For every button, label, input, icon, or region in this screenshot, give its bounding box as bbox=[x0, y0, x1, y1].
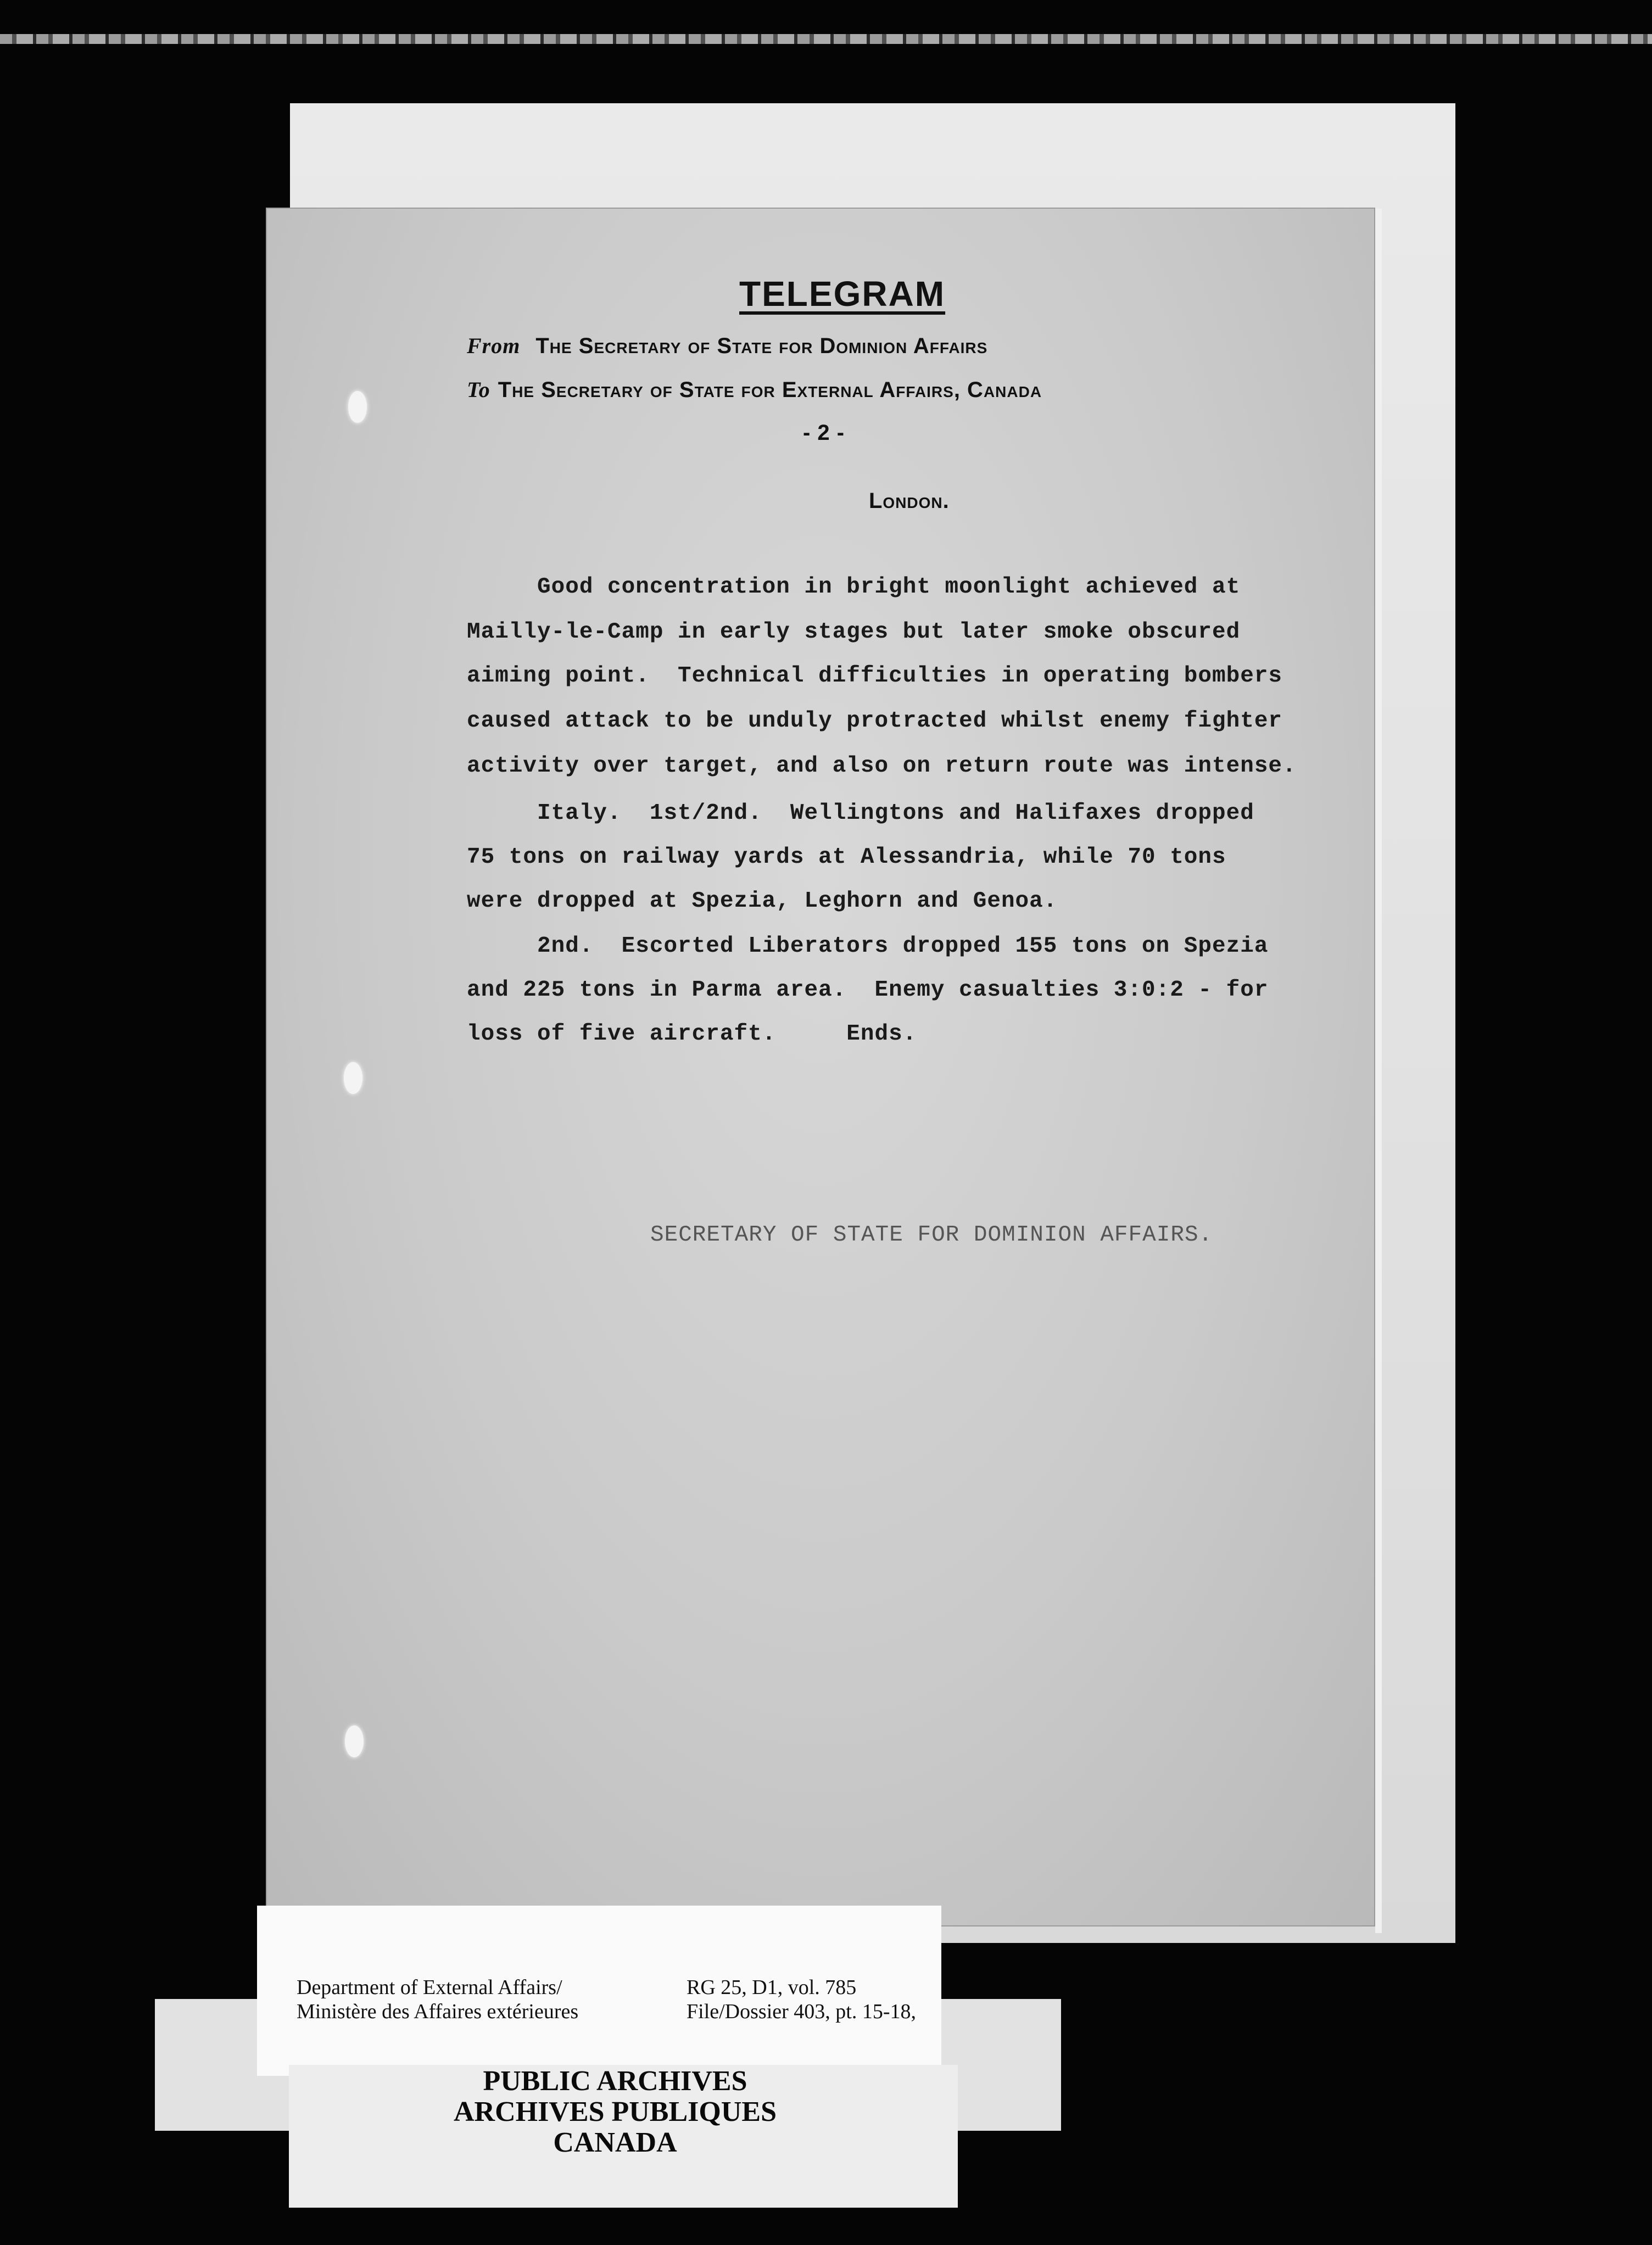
body-line: were dropped at Spezia, Leghorn and Genoa. bbox=[467, 889, 1058, 914]
department-line-fr: Ministère des Affaires extérieures bbox=[297, 2000, 579, 2023]
sheet-edge bbox=[1375, 209, 1382, 1933]
stamp-line: CANADA bbox=[553, 2127, 677, 2158]
page-marker: - 2 - bbox=[803, 421, 845, 445]
telegram-title: TELEGRAM bbox=[739, 274, 946, 314]
record-group-ref: RG 25, D1, vol. 785 bbox=[687, 1976, 857, 1999]
body-line: aiming point. Technical difficulties in operating bombers bbox=[467, 663, 1283, 689]
punch-hole bbox=[348, 391, 367, 423]
body-line: activity over target, and also on return route was intense. bbox=[467, 753, 1297, 779]
punch-hole bbox=[344, 1062, 362, 1094]
from-line bbox=[467, 333, 987, 359]
body-line: and 225 tons in Parma area. Enemy casualties 3:0:2 - for bbox=[467, 978, 1269, 1003]
to-line bbox=[467, 377, 1042, 403]
film-strip-edge bbox=[0, 34, 1652, 44]
to-value: The Secretary of State for External Affairs, Canada bbox=[498, 378, 1042, 402]
body-line: Mailly-le-Camp in early stages but later smoke obscured bbox=[467, 619, 1241, 645]
place: London. bbox=[869, 489, 950, 513]
body-line: loss of five aircraft. Ends. bbox=[467, 1021, 917, 1047]
stamp-line: ARCHIVES PUBLIQUES bbox=[453, 2096, 777, 2127]
archives-stamp bbox=[406, 2066, 824, 2158]
file-dossier-ref: File/Dossier 403, pt. 15-18, bbox=[687, 2000, 916, 2023]
stamp-line: PUBLIC ARCHIVES bbox=[483, 2065, 747, 2097]
body-line: Italy. 1st/2nd. Wellingtons and Halifaxes dropped bbox=[467, 801, 1254, 826]
from-label: From bbox=[467, 333, 521, 358]
telegram-sheet bbox=[266, 208, 1375, 1926]
punch-hole bbox=[345, 1725, 364, 1757]
from-value: The Secretary of State for Dominion Affairs bbox=[535, 334, 988, 358]
to-label: To bbox=[467, 377, 490, 402]
department-line-en: Department of External Affairs/ bbox=[297, 1976, 562, 1999]
body-line: Good concentration in bright moonlight achieved at bbox=[467, 574, 1241, 600]
signature: SECRETARY OF STATE FOR DOMINION AFFAIRS. bbox=[650, 1222, 1213, 1248]
body-line: 2nd. Escorted Liberators dropped 155 tons on Spezia bbox=[467, 934, 1269, 959]
body-line: caused attack to be unduly protracted whilst enemy fighter bbox=[467, 708, 1283, 734]
body-line: 75 tons on railway yards at Alessandria, while 70 tons bbox=[467, 845, 1226, 870]
